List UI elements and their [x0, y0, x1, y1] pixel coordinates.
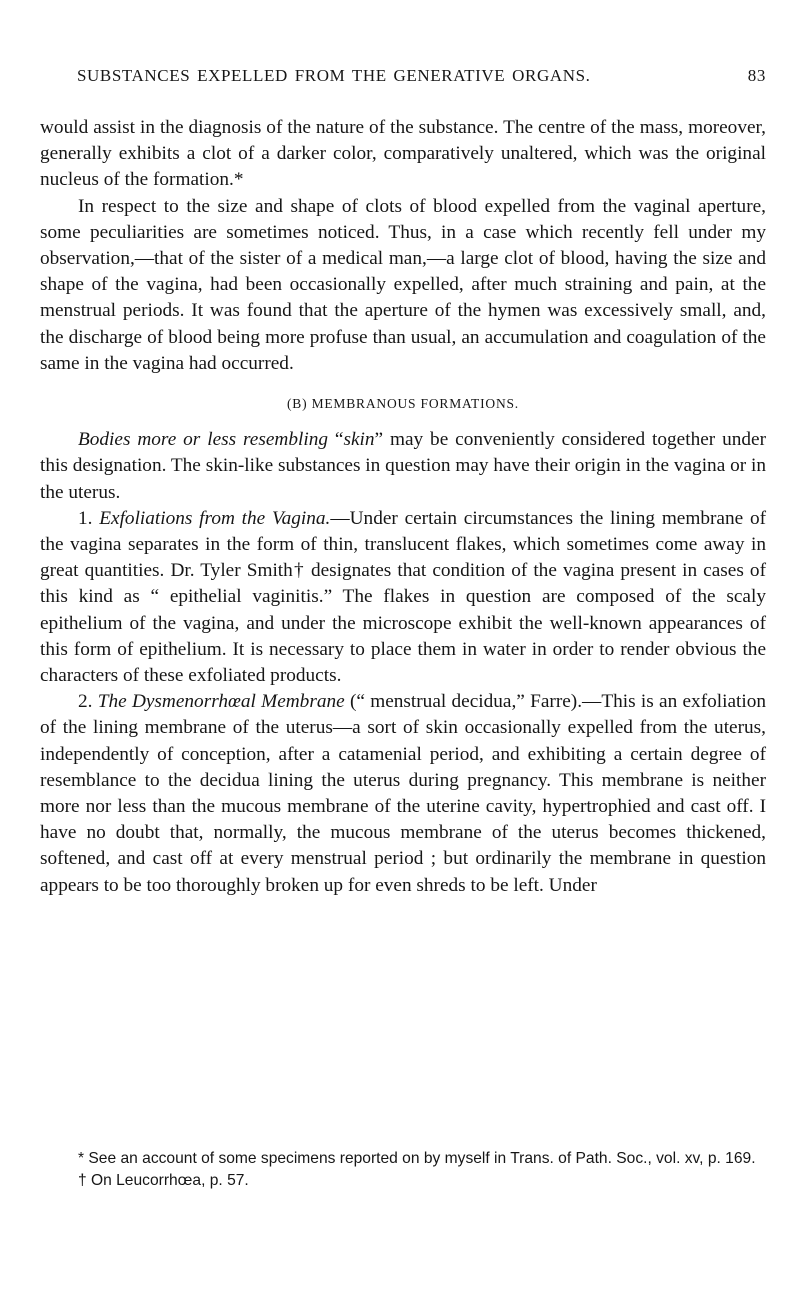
- footnote-1: * See an account of some specimens reported on by myself in Trans. of Path. Soc., vol. xv, p. 169.: [78, 1150, 756, 1167]
- paragraph-4-italic: Exfoliations from the Vagina.: [99, 507, 331, 529]
- paragraph-3-italic: Bodies more or less resembling: [78, 429, 328, 451]
- paragraph-3-skin: skin: [343, 429, 375, 451]
- section-heading: (B) MEMBRANOUS FORMATIONS.: [287, 396, 519, 412]
- running-header: [40, 66, 766, 92]
- body-text: [40, 115, 766, 899]
- paragraph-4: [40, 506, 766, 689]
- footnote-2: † On Leucorrhœa, p. 57.: [78, 1172, 249, 1189]
- footnotes: [40, 1148, 766, 1192]
- paragraph-3-rest: ” may be conveniently considered together under this designation. The skin-like substances in question may have their origin in the vagina or in the uterus.: [40, 429, 766, 503]
- paragraph-5-number: 2.: [78, 691, 98, 713]
- paragraph-3-quote-open: “: [328, 429, 344, 451]
- paragraph-1: would assist in the diagnosis of the nature of the substance. The centre of the mass, moreover, generally exhibits a clot of a darker color, comparatively unaltered, which was the original nucleus of the formation.*: [40, 117, 766, 191]
- paragraph-2: In respect to the size and shape of clots of blood expelled from the vaginal aperture, some peculiarities are sometimes noticed. Thus, in a case which recently fell under my observation,—that of the sister of a medical man,—a large clot of blood, having the size and shape of the vagina, had been occasionally expelled, after much straining and pain, at the menstrual periods. It was found that the aperture of the hymen was excessively small, and, the discharge of blood being more profuse than usual, an accumulation and coagulation of the same in the vagina had occurred.: [40, 195, 766, 374]
- running-title: SUBSTANCES EXPELLED FROM THE GENERATIVE ORGANS.: [77, 66, 591, 85]
- paragraph-5-italic: The Dysmenorrhœal Membrane: [97, 691, 345, 713]
- paragraph-4-number: 1.: [78, 507, 100, 529]
- paragraph-5: [40, 689, 766, 899]
- paragraph-4-rest: —Under certain circumstances the lining membrane of the vagina separates in the form of thin, translucent flakes, which sometimes come away in great quantities. Dr. Tyler Smith† designates that condition of the vagina present in cases of this kind as “ epithelial vaginitis.” The flakes in question are composed of the scaly epithelium of the vagina, and under the microscope exhibit the well-known appearances of this form of epithelium. It is necessary to place them in water in order to render obvious the characters of these exfoliated products.: [40, 507, 767, 687]
- paragraph-3: [40, 427, 766, 506]
- page-number: 83: [747, 66, 766, 85]
- paragraph-5-rest: (“ menstrual decidua,” Farre).—This is an exfoliation of the lining membrane of the uterus—a sort of skin occasionally expelled from the uterus, independently of conception, after a catamenial period, and exhibiting a certain degree of resemblance to the decidua lining the uterus during pregnancy. This membrane is neither more nor less than the mucous membrane of the uterine cavity, hypertrophied and cast off. I have no doubt that, normally, the mucous membrane of the uterus becomes thickened, softened, and cast off at every menstrual period ; but ordinarily the membrane in question appears to be too thoroughly broken up for even shreds to be left. Under: [40, 691, 767, 896]
